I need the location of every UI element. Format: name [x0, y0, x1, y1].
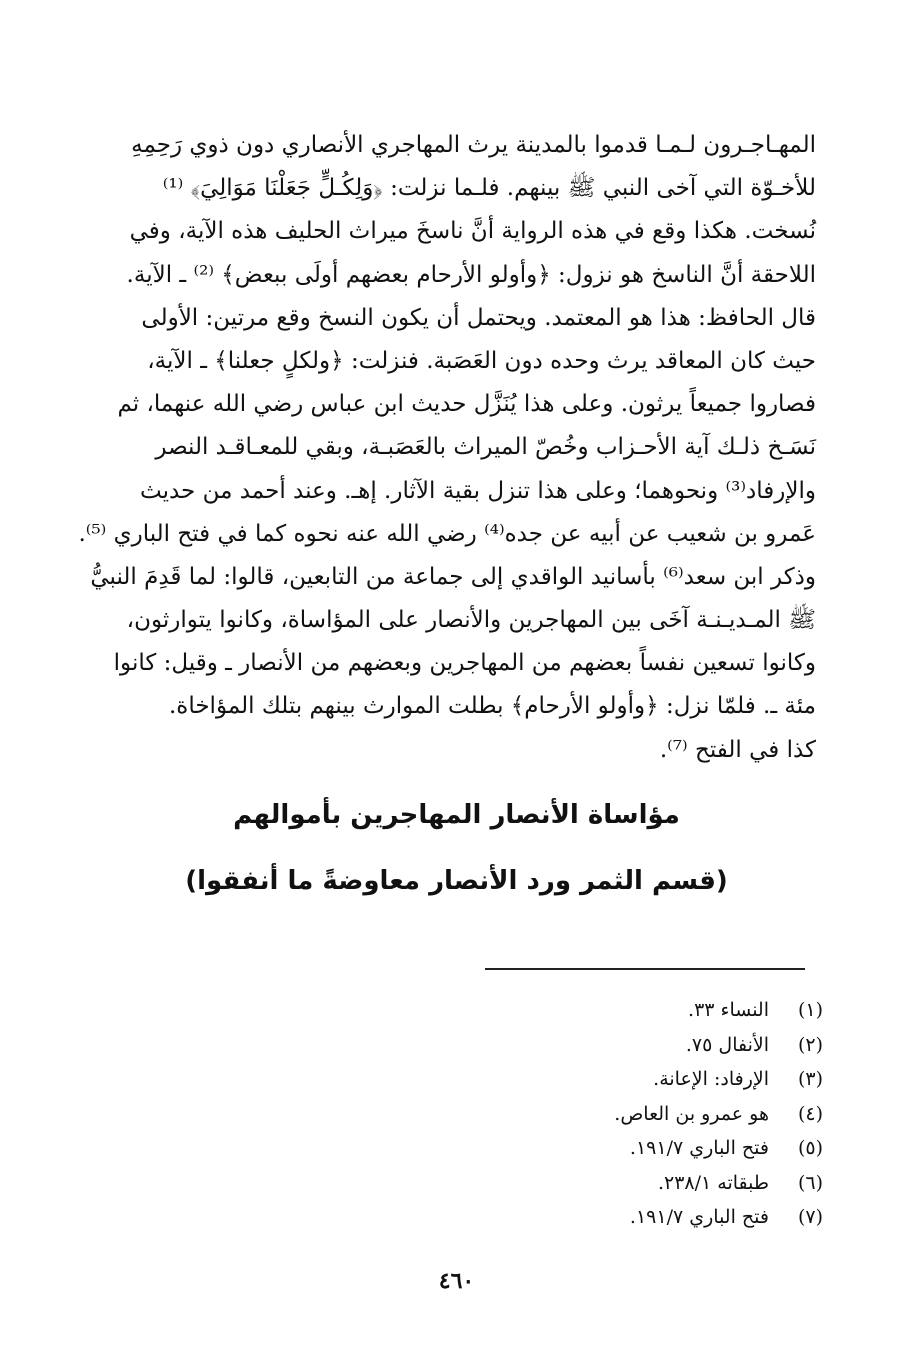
text-line: والإرفاد⁽³⁾ ونحوهما؛ وعلى هذا تنزل بقية الآثار. إهـ. وعند أحمد من حديث — [140, 477, 816, 504]
section-subtitle: (قسم الثمر ورد الأنصار معاوضةً ما أنفقوا) — [185, 866, 728, 896]
main-text — [78, 124, 816, 772]
text-line: وكانوا تسعين نفساً بعضهم من المهاجرين وبعضهم من الأنصار ـ وقيل: كانوا — [113, 650, 816, 677]
footnotes — [403, 993, 823, 1235]
text-line: المهـاجـرون لـمـا قدموا بالمدينة يرث المهاجري الأنصاري دون ذوي رَحِمِهِ — [131, 132, 816, 158]
footnote-number: (٣) — [797, 1068, 823, 1090]
footnote-text: الإرفاد: الإعانة. — [653, 1068, 769, 1090]
footnote-item — [403, 993, 823, 1028]
footnote-item — [403, 1200, 823, 1235]
footnote-number: (٤) — [797, 1102, 823, 1125]
text-line: وذكر ابن سعد⁽⁶⁾ بأسانيد الواقدي إلى جماعة من التابعين، قالوا: لما قَدِمَ النبيُّ — [90, 563, 816, 590]
footnote-number: (٦) — [797, 1171, 823, 1194]
footnote-number: (١) — [797, 999, 823, 1021]
footnote-item — [403, 1028, 823, 1063]
footnote-item — [403, 1097, 823, 1132]
footnote-text: الأنفال ٧٥. — [685, 1033, 769, 1056]
page-number: ٤٦٠ — [438, 1268, 475, 1294]
footnote-number: (٧) — [797, 1206, 823, 1228]
text-line: نَسَـخ ذلـك آية الأحـزاب وخُصّ الميراث بالعَصَبـة، وبقي للمعـاقـد النصر — [155, 434, 816, 461]
footnote-text: فتح الباري ١٩١/٧. — [629, 1206, 769, 1228]
footnote-text: فتح الباري ١٩١/٧. — [629, 1137, 769, 1159]
text-line: ﷺ المـديـنـة آخَى بين المهاجرين والأنصار على المؤاساة، وكانوا يتوارثون، — [126, 607, 816, 634]
text-line: مئة ـ. فلمّا نزل: ﴿وأولو الأرحام﴾ بطلت الموارث بينهم بتلك المؤاخاة. — [168, 693, 816, 720]
text-line: اللاحقة أنَّ الناسخ هو نزول: ﴿وأولو الأرحام بعضهم أولَى ببعض﴾ ⁽²⁾ ـ الآية. — [126, 261, 816, 288]
footnote-number: (٢) — [797, 1033, 823, 1056]
footnote-separator — [485, 968, 805, 970]
footnote-item — [403, 1062, 823, 1097]
footnote-text: هو عمرو بن العاص. — [614, 1102, 769, 1125]
text-line: حيث كان المعاقد يرث وحده دون العَصَبة. فنزلت: ﴿ولكلٍ جعلنا﴾ ـ الآية، — [147, 347, 816, 374]
footnote-text: النساء ٣٣. — [688, 999, 769, 1021]
text-line: للأخـوّة التي آخى النبي ﷺ بينهم. فلـما نزلت: ﴿وَلِكُـلٍّ جَعَلْنَا مَوَالِيَ﴾ ⁽¹⁾ — [162, 175, 816, 202]
text-line: عَمرو بن شعيب عن أبيه عن جده⁽⁴⁾ رضي الله عنه نحوه كما في فتح الباري ⁽⁵⁾. — [78, 520, 816, 547]
footnote-number: (٥) — [797, 1137, 823, 1159]
section-title: مؤاساة الأنصار المهاجرين بأموالهم — [233, 800, 680, 830]
footnote-item — [403, 1131, 823, 1166]
text-line: قال الحافظ: هذا هو المعتمد. ويحتمل أن يكون النسخ وقع مرتين: الأولى — [141, 304, 816, 331]
footnote-item — [403, 1166, 823, 1201]
text-line: نُسخت. هكذا وقع في هذه الرواية أنَّ ناسخَ ميراث الحليف هذه الآية، وفي — [129, 218, 816, 245]
text-line: كذا في الفتح ⁽⁷⁾. — [659, 736, 816, 763]
text-line: فصاروا جميعاً يرثون. وعلى هذا يُنَزَّل حديث ابن عباس رضي الله عنهما، ثم — [117, 391, 816, 418]
footnote-text: طبقاته ٢٣٨/١. — [657, 1171, 769, 1194]
